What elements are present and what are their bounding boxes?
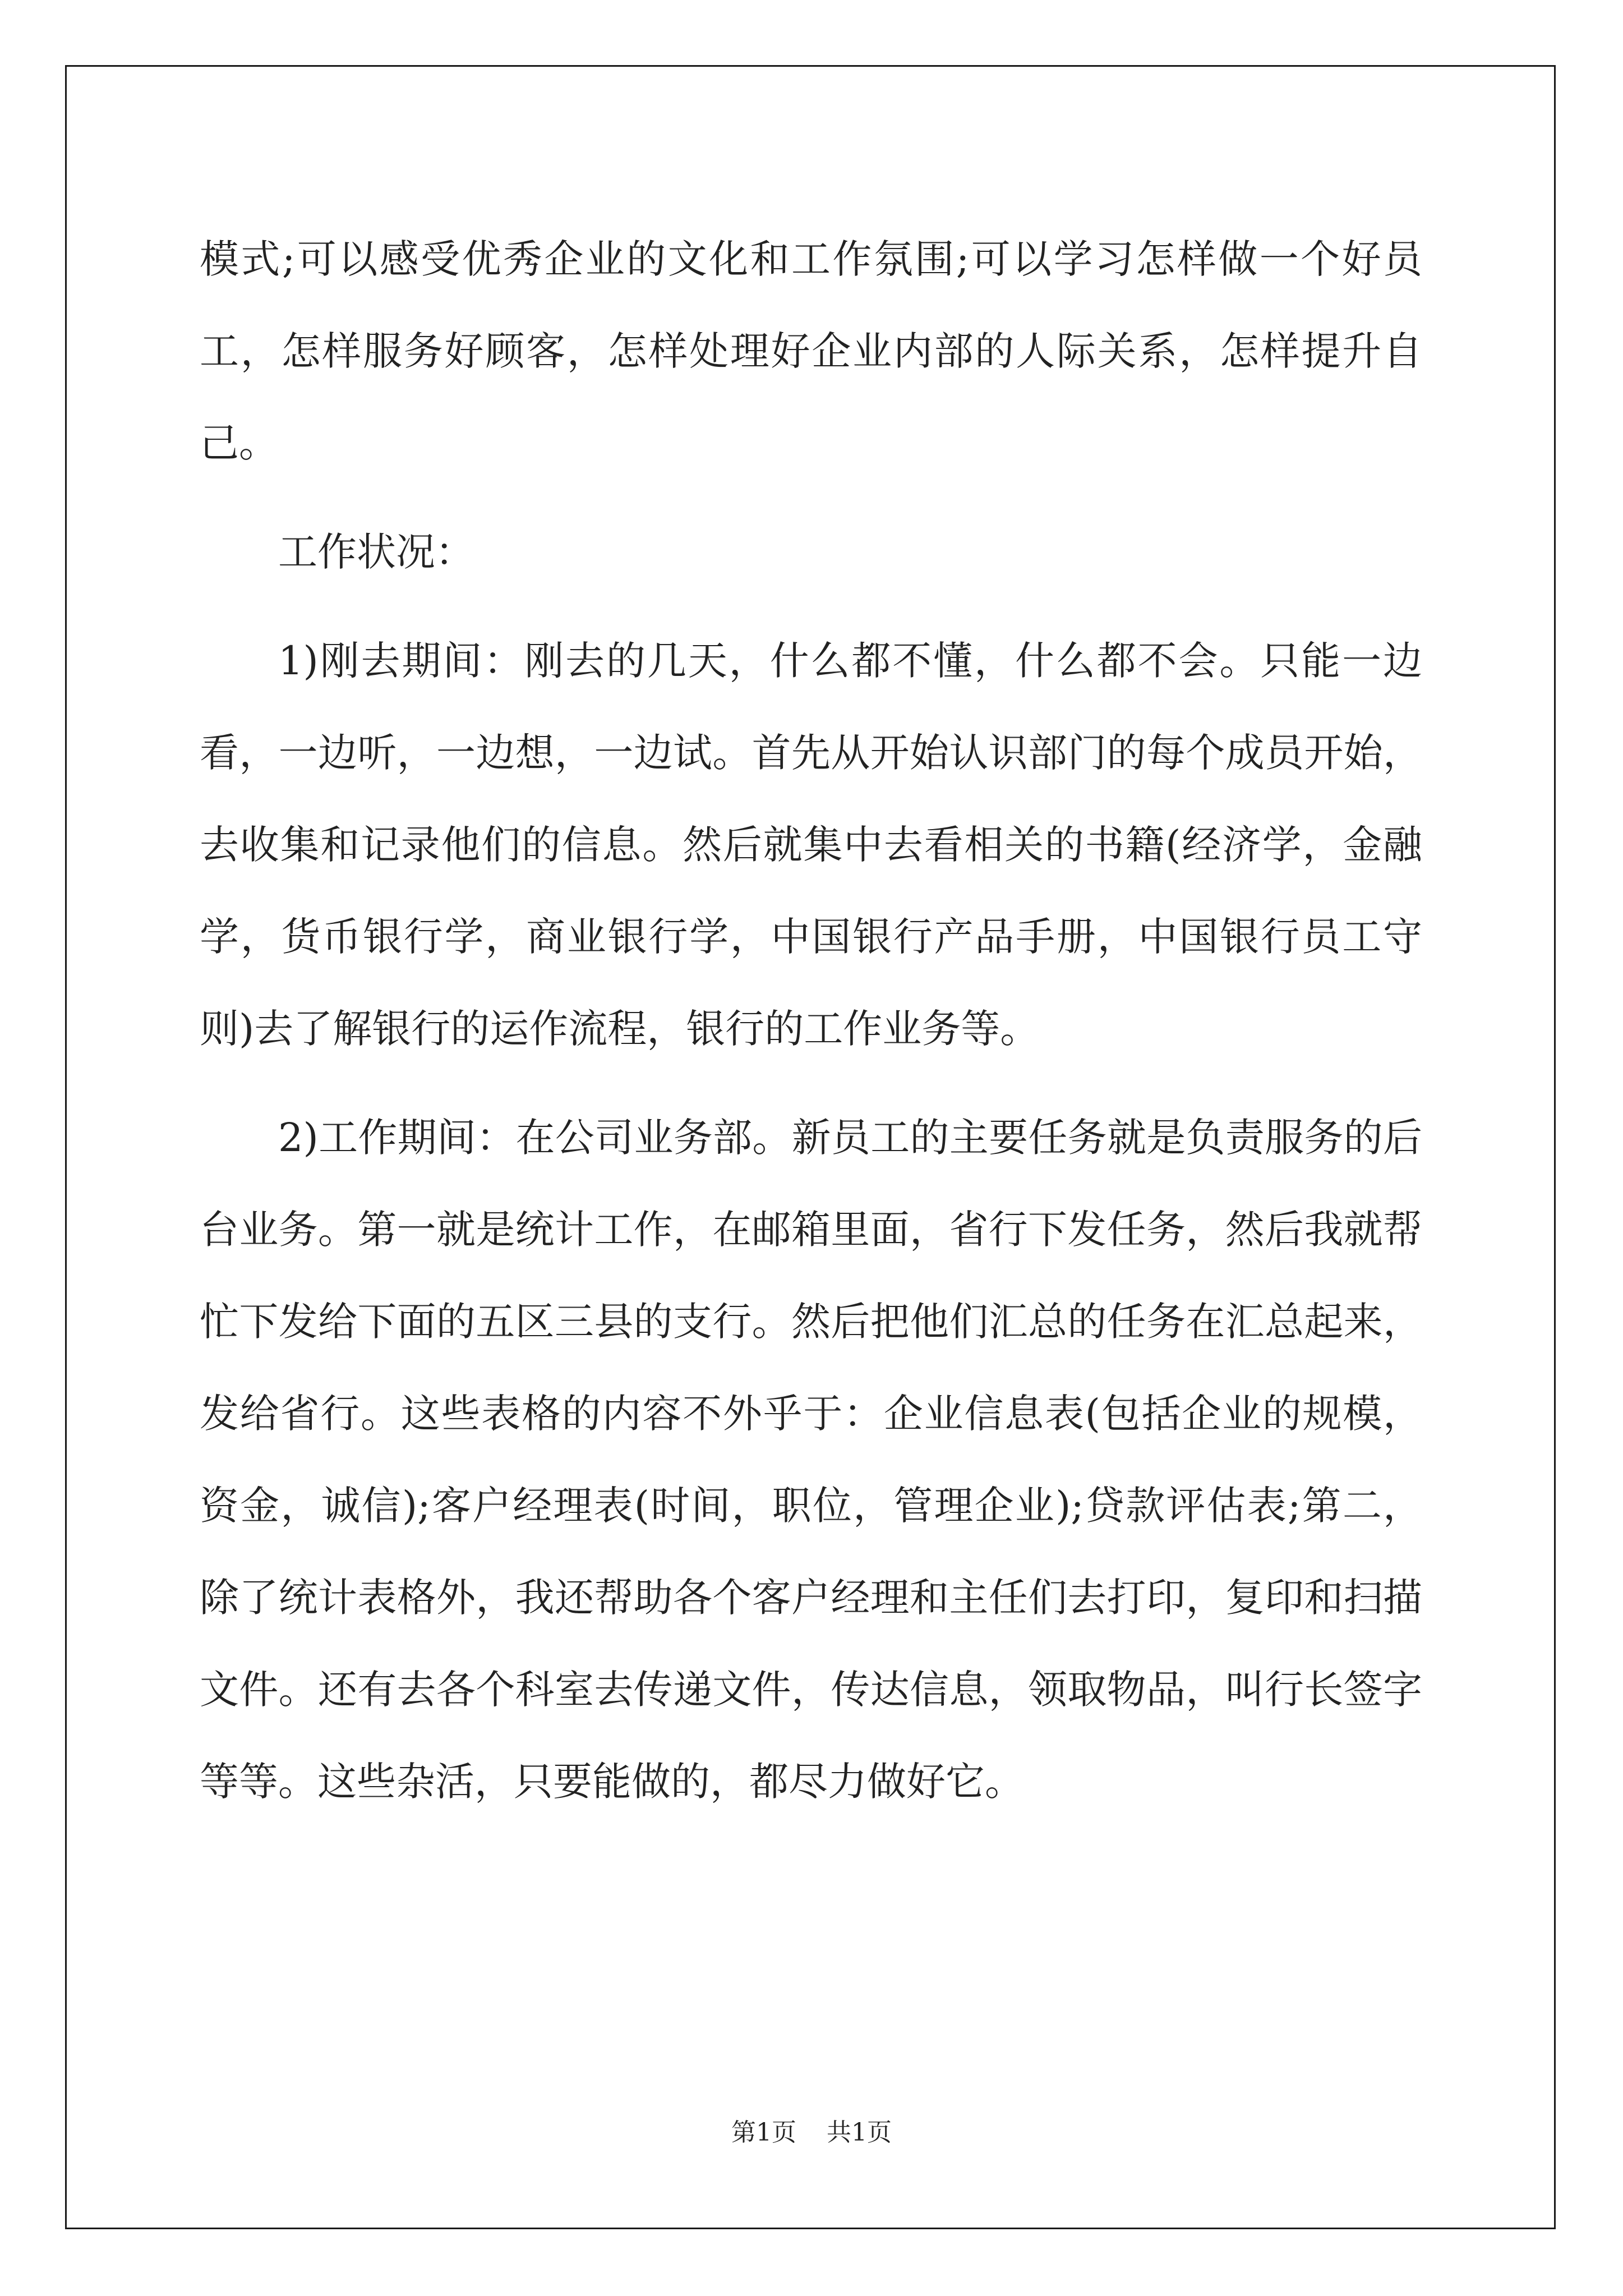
paragraph: 模式;可以感受优秀企业的文化和工作氛围;可以学习怎样做一个好员工，怎样服务好顾客，怎样处理好企业内部的人际关系，怎样提升自己。 (200, 236, 1422, 466)
section-heading: 工作状况： (278, 529, 474, 575)
page-footer (0, 2112, 1623, 2148)
paragraph: 2)工作期间：在公司业务部。新员工的主要任务就是负责服务的后台业务。第一就是统计工作，在邮箱里面，省行下发任务，然后我就帮忙下发给下面的五区三县的支行。然后把他们汇总的任务在汇总起来，发给省行。这些表格的内容不外乎于：企业信息表(包括企业的规模，资金，诚信);客户经理表(时间，职位，管理企业);贷款评估表;第二，除了统计表格外，我还帮助各个客户经理和主任们去打印，复印和扫描文件。还有去各个科室去传递文件，传达信息，领取物品，叫行长签字等等。这些杂活，只要能做的，都尽力做好它。 (200, 1115, 1422, 1805)
document-body (200, 213, 1422, 1844)
page-total: 共1页 (827, 2118, 892, 2147)
page-number: 第1页 (731, 2118, 796, 2147)
paragraph: 1)刚去期间：刚去的几天，什么都不懂，什么都不会。只能一边看，一边听，一边想，一边试。首先从开始认识部门的每个成员开始，去收集和记录他们的信息。然后就集中去看相关的书籍(经济学，金融学，货币银行学，商业银行学，中国银行产品手册，中国银行员工守则)去了解银行的运作流程，银行的工作业务等。 (200, 638, 1422, 1052)
